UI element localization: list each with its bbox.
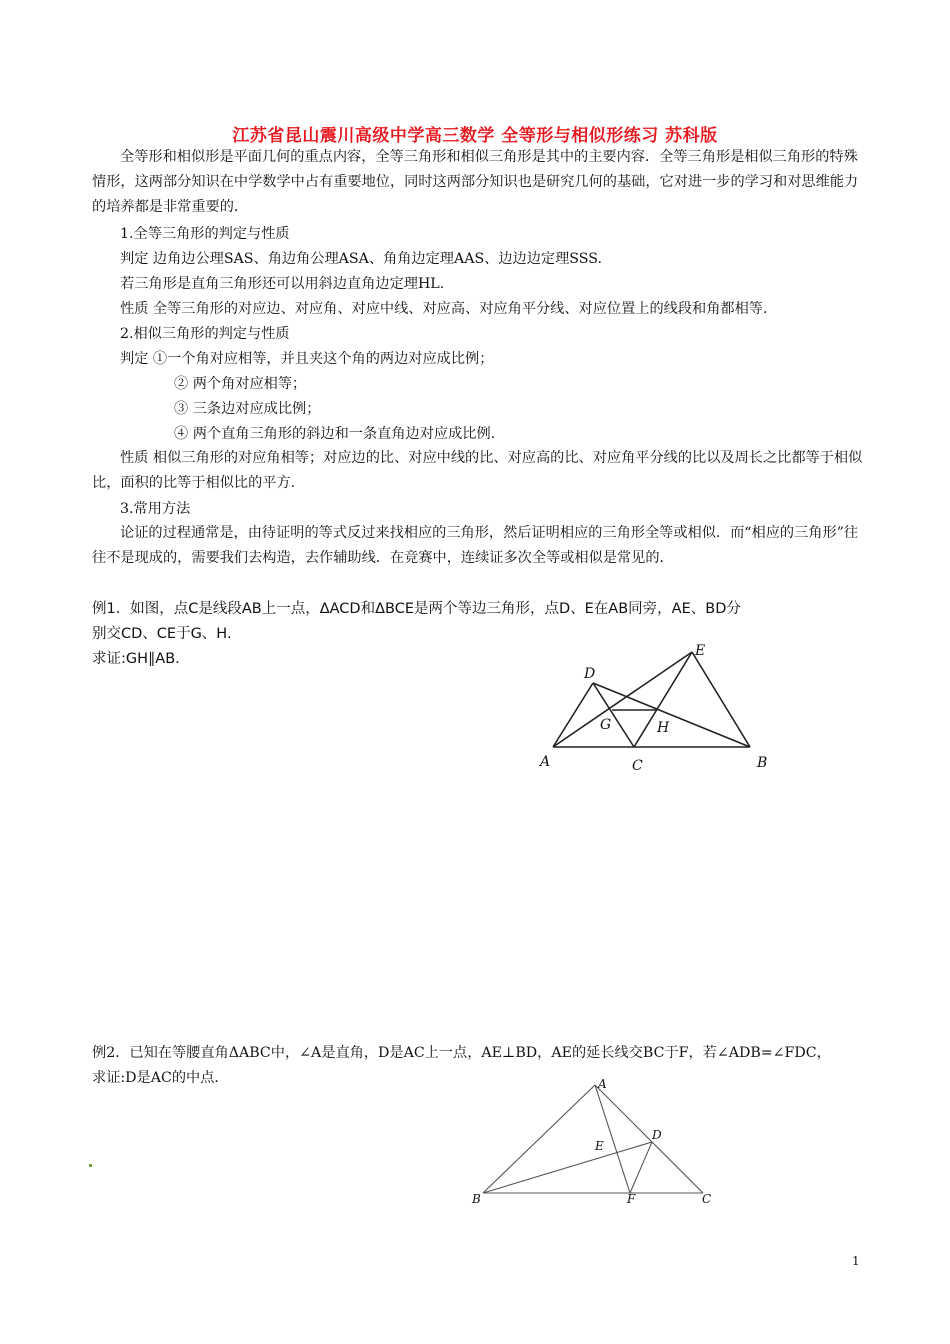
label-E: E xyxy=(595,1139,604,1153)
example2-figure xyxy=(465,1075,725,1210)
segment-BD xyxy=(483,1142,652,1193)
example1-figure xyxy=(530,640,770,775)
label-H: H xyxy=(657,720,670,736)
section2-judge-2: ② 两个角对应相等； xyxy=(174,376,307,392)
label-D: D xyxy=(584,666,596,682)
segment-DF xyxy=(630,1142,652,1193)
label-C: C xyxy=(702,1192,712,1206)
label-B: B xyxy=(757,755,768,771)
segment-DB xyxy=(593,683,750,747)
example1-line1: 例1．如图，点C是线段AB上一点，ΔACD和ΔBCE是两个等边三角形，点D、E在AB同旁，AE、BD分 xyxy=(92,601,741,617)
segment-AE xyxy=(553,652,692,747)
section2-property: 性质 相似三角形的对应角相等；对应边的比、对应中线的比、对应高的比、对应角平分线的比以及周长之比都等于相似比，面积的比等于相似比的平方. xyxy=(92,450,863,491)
label-F: F xyxy=(627,1192,636,1206)
segment-AC xyxy=(595,1085,703,1193)
stray-mark xyxy=(89,1164,92,1167)
example1-line3: 求证:GH∥AB. xyxy=(92,651,180,667)
segment-AD xyxy=(553,683,593,747)
section3-heading: 3.常用方法 xyxy=(120,501,191,517)
section3-body: 论证的过程通常是，由待证明的等式反过来找相应的三角形，然后证明相应的三角形全等或相似．而“相应的三角形”往往不是现成的，需要我们去构造，去作辅助线．在竞赛中，连续证多次全等或相似是常见的． xyxy=(92,525,859,566)
section1-judge: 判定 边角边公理SAS、角边角公理ASA、角角边定理AAS、边边边定理SSS. xyxy=(120,251,602,267)
section2-judge-4: ④ 两个直角三角形的斜边和一条直角边对应成比例. xyxy=(174,426,496,442)
section2-judge-1: 判定 ①一个角对应相等，并且夹这个角的两边对应成比例； xyxy=(120,351,494,367)
page-title: 江苏省昆山震川高级中学高三数学 全等形与相似形练习 苏科版 xyxy=(232,126,718,146)
segment-EB xyxy=(692,652,750,747)
example1-line2: 别交CD、CE于G、H. xyxy=(92,626,232,642)
example2-line1: 例2．已知在等腰直角ΔABC中，∠A是直角，D是AC上一点，AE⊥BD，AE的延长线交BC于F，若∠ADB=∠FDC， xyxy=(92,1045,831,1061)
label-B: B xyxy=(472,1192,481,1206)
page-number: 1 xyxy=(852,1254,860,1268)
segment-AB xyxy=(483,1085,595,1193)
label-D: D xyxy=(652,1128,662,1142)
label-A: A xyxy=(598,1077,607,1091)
label-A: A xyxy=(540,754,551,770)
label-G: G xyxy=(600,717,612,733)
section1-heading: 1.全等三角形的判定与性质 xyxy=(120,226,290,242)
label-E: E xyxy=(695,643,706,659)
label-C: C xyxy=(632,758,643,774)
section2-judge-3: ③ 三条边对应成比例； xyxy=(174,401,321,417)
section2-heading: 2.相似三角形的判定与性质 xyxy=(120,326,290,342)
section1-hl: 若三角形是直角三角形还可以用斜边直角边定理HL. xyxy=(120,276,445,292)
intro-paragraph: 全等形和相似形是平面几何的重点内容，全等三角形和相似三角形是其中的主要内容．全等三角形是相似三角形的特殊情形，这两部分知识在中学数学中占有重要地位，同时这两部分知识也是研究几何的基础，它对进一步的学习和对思维能力的培养都是非常重要的． xyxy=(92,149,859,215)
example2-line2: 求证:D是AC的中点． xyxy=(92,1070,229,1086)
section1-property: 性质 全等三角形的对应边、对应角、对应中线、对应高、对应角平分线、对应位置上的线段和角都相等. xyxy=(120,301,768,317)
